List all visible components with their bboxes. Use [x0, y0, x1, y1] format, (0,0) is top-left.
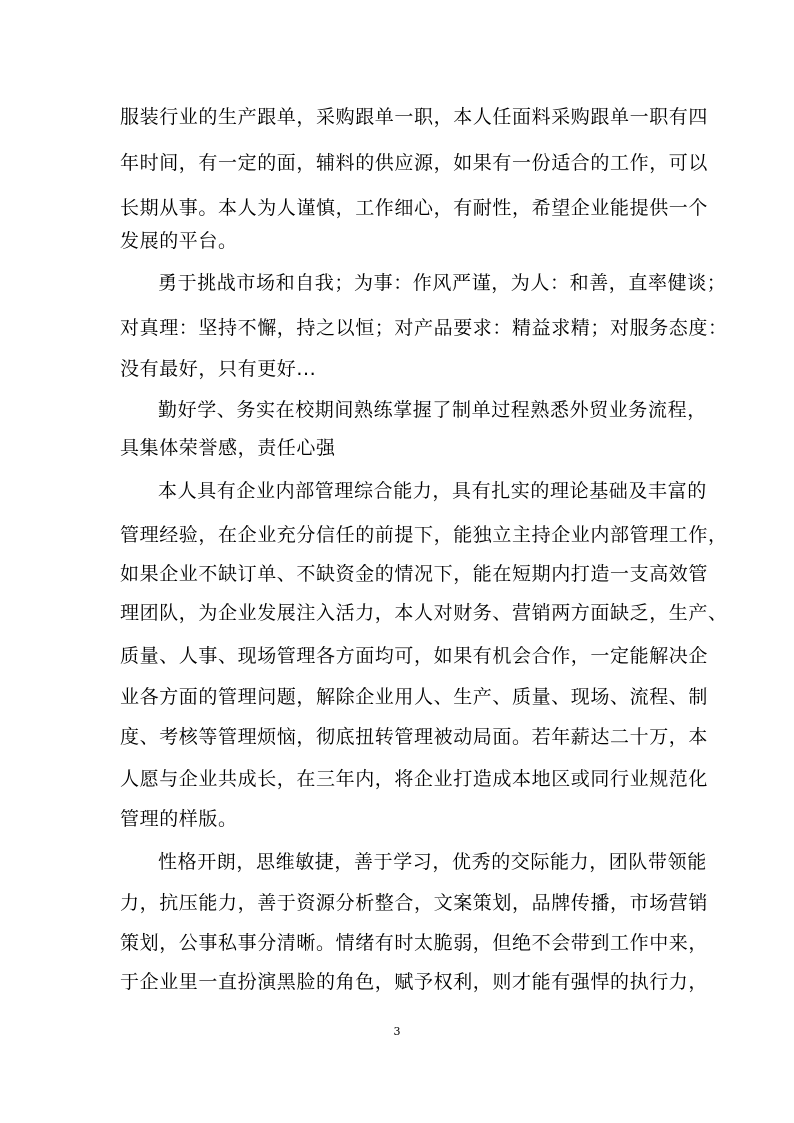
text-line: 业各方面的管理问题，解除企业用人、生产、质量、现场、流程、制: [120, 686, 709, 708]
text-line: 没有最好，只有更好...: [120, 358, 317, 380]
text-line: 质量、人事、现场管理各方面均可，如果有机会合作，一定能解决企: [120, 645, 709, 667]
text-line: 力，抗压能力，善于资源分析整合，文案策划，品牌传播，市场营销: [120, 892, 709, 914]
text-line: 年时间，有一定的面，辅料的供应源，如果有一份适合的工作，可以: [120, 152, 709, 174]
text-line: 具集体荣誉感，责任心强: [120, 437, 336, 459]
text-line: 策划，公事私事分清晰。情绪有时太脆弱，但绝不会带到工作中来，: [120, 932, 709, 954]
text-line: 性格开朗，思维敏捷，善于学习，优秀的交际能力，团队带领能: [158, 851, 707, 873]
text-line: 理团队，为企业发展注入活力，本人对财务、营销两方面缺乏，生产、: [120, 602, 728, 624]
text-line: 发展的平台。: [120, 230, 238, 252]
text-line: 于企业里一直扮演黑脸的角色，赋予权利，则才能有强悍的执行力，: [120, 971, 709, 993]
text-line: 长期从事。本人为人谨慎，工作细心，有耐性，希望企业能提供一个: [120, 197, 709, 219]
text-line: 如果企业不缺订单、不缺资金的情况下，能在短期内打造一支高效管: [120, 563, 709, 585]
text-line: 管理经验，在企业充分信任的前提下，能独立主持企业内部管理工作，: [120, 524, 728, 546]
text-line: 管理的样版。: [120, 808, 238, 830]
text-line: 勇于挑战市场和自我；为事：作风严谨，为人：和善，直率健谈；: [158, 272, 727, 294]
text-line: 对真理：坚持不懈，持之以恒；对产品要求：精益求精；对服务态度：: [120, 317, 728, 339]
text-line: 本人具有企业内部管理综合能力，具有扎实的理论基础及丰富的: [158, 480, 707, 502]
text-line: 度、考核等管理烦恼，彻底扭转管理被动局面。若年薪达二十万，本: [120, 726, 709, 748]
page-number: 3: [393, 1025, 401, 1038]
text-line: 勤好学、务实在校期间熟练掌握了制单过程熟悉外贸业务流程，: [158, 399, 707, 421]
text-line: 服装行业的生产跟单，采购跟单一职，本人任面料采购跟单一职有四: [120, 106, 709, 128]
text-line: 人愿与企业共成长，在三年内，将企业打造成本地区或同行业规范化: [120, 768, 709, 790]
